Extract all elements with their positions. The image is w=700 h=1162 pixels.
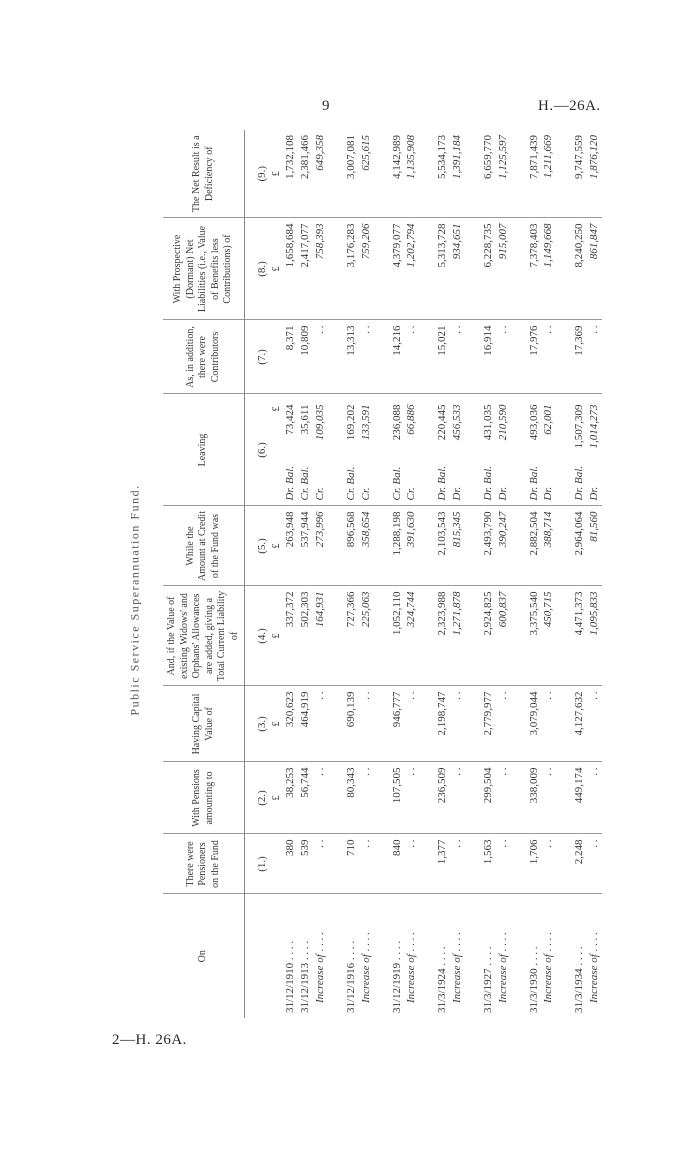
capital-value-cell: . . <box>359 686 374 762</box>
balance-label: Dr. Bal. <box>481 465 494 501</box>
column-number: (2.) <box>245 762 270 834</box>
deficiency-cell: 1,732,108 <box>283 130 298 218</box>
pensions-cell: 338,009 <box>511 762 542 834</box>
capital-value-cell: . . <box>450 686 465 762</box>
prospective-cell: 5,313,728 <box>419 218 450 320</box>
pensions-cell: . . <box>450 762 465 834</box>
pensioners-cell: . . <box>496 834 511 894</box>
table-body <box>245 130 603 1018</box>
leader-dots: . . <box>299 940 312 950</box>
pensions-cell: 80,343 <box>328 762 359 834</box>
capital-value-cell: 2,198,747 <box>419 686 450 762</box>
date-value: Increase of <box>314 954 327 1003</box>
date-value: Increase of <box>542 954 555 1003</box>
leaving-cell <box>328 394 359 506</box>
leader-dots: . . <box>542 932 555 941</box>
deficiency-cell: 5,534,173 <box>419 130 450 218</box>
currency-cell-empty <box>270 894 284 1018</box>
date-value: 31/3/1934 <box>573 968 586 1013</box>
pensions-cell: 56,744 <box>298 762 313 834</box>
date-value: 31/12/1916 <box>344 962 357 1013</box>
header-deficiency: The Net Result is a Deficiency of <box>163 130 245 218</box>
credit-cell: 273,996 <box>313 506 328 586</box>
capital-value-cell: 320,623 <box>283 686 298 762</box>
leader-dots: . . <box>573 957 586 966</box>
contributors-cell: . . <box>450 320 465 394</box>
total-liability-cell: 164,931 <box>313 586 328 686</box>
pensioners-cell: . . <box>359 834 374 894</box>
prospective-cell: 861,847 <box>587 218 602 320</box>
table-row <box>374 130 405 1018</box>
prospective-cell: 3,176,283 <box>328 218 359 320</box>
deficiency-cell: 625,615 <box>359 130 374 218</box>
capital-value-cell: . . <box>541 686 556 762</box>
leader-dots: . . <box>588 943 601 952</box>
leader-dots: . . <box>359 932 372 941</box>
document-reference: H.—26A. <box>538 98 601 114</box>
currency-cell-empty <box>270 834 284 894</box>
credit-cell: 537,944 <box>298 506 313 586</box>
currency-symbol: £ <box>270 586 284 686</box>
currency-symbol: £ <box>270 218 284 320</box>
leaving-cell <box>359 394 374 506</box>
contributors-cell: 14,216 <box>374 320 405 394</box>
date-cell <box>404 894 419 1018</box>
date-cell <box>359 894 374 1018</box>
currency-symbol: £ <box>270 130 284 218</box>
leaving-value: 133,591 <box>359 404 372 441</box>
date-cell <box>496 894 511 1018</box>
leader-dots: . . <box>496 932 509 941</box>
leader-dots: . . <box>436 957 449 966</box>
date-value: 31/3/1930 <box>527 968 540 1013</box>
column-number: (3.) <box>245 686 270 762</box>
date-cell <box>328 894 359 1018</box>
date-value: Increase of <box>588 954 601 1003</box>
leaving-cell <box>374 394 405 506</box>
pensioners-cell: 539 <box>298 834 313 894</box>
prospective-cell: 4,379,077 <box>374 218 405 320</box>
leaving-cell <box>450 394 465 506</box>
pensions-cell: . . <box>541 762 556 834</box>
deficiency-cell: 1,391,184 <box>450 130 465 218</box>
total-liability-cell: 502,303 <box>298 586 313 686</box>
column-number: (4.) <box>245 586 270 686</box>
capital-value-cell: . . <box>313 686 328 762</box>
leaving-value: 220,445 <box>436 404 449 441</box>
pensioners-cell: 2,248 <box>556 834 587 894</box>
prospective-cell: 1,658,684 <box>283 218 298 320</box>
leader-dots: . . <box>284 951 297 961</box>
pensioners-cell: . . <box>541 834 556 894</box>
leader-dots: . . <box>344 940 357 950</box>
deficiency-cell: 1,211,669 <box>541 130 556 218</box>
total-liability-cell: 450,715 <box>541 586 556 686</box>
credit-cell: 388,714 <box>541 506 556 586</box>
prospective-cell: 758,393 <box>313 218 328 320</box>
pensions-cell: . . <box>496 762 511 834</box>
contributors-cell: 17,369 <box>556 320 587 394</box>
leader-dots: . . <box>588 932 601 941</box>
leaving-cell <box>283 394 298 506</box>
leaving-value: 35,611 <box>299 404 312 435</box>
column-number-row <box>245 130 270 1018</box>
date-value: Increase of <box>496 954 509 1003</box>
deficiency-cell: 7,871,439 <box>511 130 542 218</box>
table-row-increase <box>450 130 465 1018</box>
total-liability-cell: 3,375,540 <box>511 586 542 686</box>
pensioners-cell: . . <box>587 834 602 894</box>
date-value: 31/12/1910 <box>284 962 297 1013</box>
prospective-cell: 6,228,735 <box>465 218 496 320</box>
pensioners-cell: . . <box>404 834 419 894</box>
deficiency-cell: 649,358 <box>313 130 328 218</box>
date-cell <box>374 894 405 1018</box>
balance-label: Dr. <box>451 486 464 501</box>
balance-label: Cr. <box>359 487 372 501</box>
contributors-cell: . . <box>496 320 511 394</box>
credit-cell: 2,882,504 <box>511 506 542 586</box>
column-number <box>245 894 270 1018</box>
leader-dots: . . <box>390 940 403 950</box>
date-value: 31/3/1927 <box>481 968 494 1013</box>
deficiency-cell: 2,381,466 <box>298 130 313 218</box>
deficiency-cell: 1,876,120 <box>587 130 602 218</box>
total-liability-cell: 2,323,988 <box>419 586 450 686</box>
capital-value-cell: . . <box>404 686 419 762</box>
leaving-cell <box>556 394 587 506</box>
leaving-cell <box>313 394 328 506</box>
pensions-cell: 299,504 <box>465 762 496 834</box>
pensioners-cell: 840 <box>374 834 405 894</box>
prospective-cell: 7,378,403 <box>511 218 542 320</box>
leaving-cell <box>419 394 450 506</box>
total-liability-cell: 2,924,825 <box>465 586 496 686</box>
leader-dots: . . <box>436 946 449 955</box>
column-number: (8.) <box>245 218 270 320</box>
pensioners-cell: . . <box>450 834 465 894</box>
pensioners-cell: 710 <box>328 834 359 894</box>
column-number: (5.) <box>245 506 270 586</box>
prospective-cell: 2,417,077 <box>298 218 313 320</box>
total-liability-cell: 337,372 <box>283 586 298 686</box>
leader-dots: . . <box>527 946 540 955</box>
leader-dots: . . <box>451 932 464 941</box>
fund-title: Public Service Superannuation Fund. <box>127 484 142 716</box>
pensions-cell: 107,505 <box>374 762 405 834</box>
balance-label: Dr. <box>542 486 555 501</box>
leader-dots: . . <box>573 946 586 955</box>
date-value: 31/12/1919 <box>390 962 403 1013</box>
prospective-cell: 8,240,250 <box>556 218 587 320</box>
pensioners-cell: 1,706 <box>511 834 542 894</box>
currency-symbol: £ <box>270 394 284 506</box>
leader-dots: . . <box>542 943 555 952</box>
currency-symbol: £ <box>270 762 284 834</box>
total-liability-cell: 727,366 <box>328 586 359 686</box>
credit-cell: 2,103,543 <box>419 506 450 586</box>
leader-dots: . . <box>481 946 494 955</box>
leader-dots: . . <box>527 957 540 966</box>
balance-label: Cr. Bal. <box>390 466 403 501</box>
leaving-value: 210,590 <box>496 404 509 441</box>
capital-value-cell: 3,079,044 <box>511 686 542 762</box>
leaving-value: 1,507,309 <box>573 404 586 449</box>
balance-label: Dr. Bal. <box>527 465 540 501</box>
leaving-cell <box>511 394 542 506</box>
capital-value-cell: 4,127,632 <box>556 686 587 762</box>
prospective-cell: 759,206 <box>359 218 374 320</box>
total-liability-cell: 225,063 <box>359 586 374 686</box>
currency-row <box>270 130 284 1018</box>
date-cell <box>465 894 496 1018</box>
date-value: Increase of <box>405 954 418 1003</box>
date-cell <box>298 894 313 1018</box>
total-liability-cell: 1,052,110 <box>374 586 405 686</box>
pensioners-cell: 380 <box>283 834 298 894</box>
column-number: (7.) <box>245 320 270 394</box>
leaving-value: 236,088 <box>390 404 403 441</box>
pensions-cell: . . <box>359 762 374 834</box>
total-liability-cell: 324,744 <box>404 586 419 686</box>
currency-symbol: £ <box>270 506 284 586</box>
header-pensions: With Pensions amounting to <box>163 762 245 834</box>
credit-cell: 815,345 <box>450 506 465 586</box>
pensioners-cell: 1,563 <box>465 834 496 894</box>
contributors-cell: . . <box>404 320 419 394</box>
deficiency-cell: 4,142,989 <box>374 130 405 218</box>
leaving-value: 431,035 <box>481 404 494 441</box>
contributors-cell: . . <box>587 320 602 394</box>
leader-dots: . . <box>314 932 327 941</box>
prospective-cell: 915,007 <box>496 218 511 320</box>
table-row <box>283 130 298 1018</box>
pensions-cell: 236,509 <box>419 762 450 834</box>
leader-dots: . . <box>481 957 494 966</box>
header-leaving: Leaving <box>163 394 245 506</box>
credit-cell: 391,630 <box>404 506 419 586</box>
pensioners-cell: . . <box>313 834 328 894</box>
leaving-value: 456,533 <box>451 404 464 441</box>
header-contributors: As, in addition, there were Contributors <box>163 320 245 394</box>
leaving-cell <box>298 394 313 506</box>
header-capital-value: Having Capital Value of <box>163 686 245 762</box>
date-cell <box>511 894 542 1018</box>
leader-dots: . . <box>496 943 509 952</box>
capital-value-cell: 2,779,977 <box>465 686 496 762</box>
leader-dots: . . <box>359 943 372 952</box>
contributors-cell: 13,313 <box>328 320 359 394</box>
credit-cell: 1,288,198 <box>374 506 405 586</box>
header-pensioners: There were Pensioners on the Fund <box>163 834 245 894</box>
leaving-value: 109,035 <box>314 404 327 441</box>
capital-value-cell: . . <box>587 686 602 762</box>
header-row <box>163 130 245 1018</box>
leaving-value: 169,202 <box>344 404 357 441</box>
prospective-cell: 1,202,794 <box>404 218 419 320</box>
table-row <box>511 130 542 1018</box>
deficiency-cell: 6,659,770 <box>465 130 496 218</box>
date-value: 31/12/1913 <box>299 962 312 1013</box>
header-credit: While the Amount at Credit of the Fund was <box>163 506 245 586</box>
total-liability-cell: 600,837 <box>496 586 511 686</box>
currency-symbol: £ <box>270 686 284 762</box>
deficiency-cell: 9,747,559 <box>556 130 587 218</box>
balance-label: Cr. <box>405 487 418 501</box>
credit-cell: 81,560 <box>587 506 602 586</box>
balance-label: Dr. <box>496 486 509 501</box>
contributors-cell: 10,809 <box>298 320 313 394</box>
pensions-cell: . . <box>587 762 602 834</box>
pensioners-cell: 1,377 <box>419 834 450 894</box>
pensions-cell: 449,174 <box>556 762 587 834</box>
date-cell <box>313 894 328 1018</box>
total-liability-cell: 4,471,373 <box>556 586 587 686</box>
balance-label: Dr. Bal. <box>284 465 297 501</box>
leaving-cell <box>465 394 496 506</box>
leaving-value: 1,014,273 <box>588 404 601 449</box>
footer-reference: 2—H. 26A. <box>112 1032 187 1048</box>
date-cell <box>450 894 465 1018</box>
contributors-cell: . . <box>313 320 328 394</box>
balance-label: Cr. <box>314 487 327 501</box>
deficiency-cell: 1,135,908 <box>404 130 419 218</box>
credit-cell: 390,247 <box>496 506 511 586</box>
column-number: (9.) <box>245 130 270 218</box>
header-prospective: With Prospective (Dormant) Net Liabilities (i.e., Value of Benefits less Contributions) of <box>163 218 245 320</box>
table-row-increase <box>587 130 602 1018</box>
prospective-cell: 1,149,668 <box>541 218 556 320</box>
balance-label: Dr. Bal. <box>573 465 586 501</box>
table-row <box>556 130 587 1018</box>
leaving-value: 493,036 <box>527 404 540 441</box>
date-cell <box>587 894 602 1018</box>
contributors-cell: . . <box>359 320 374 394</box>
rotated-table-container <box>163 130 601 1018</box>
date-cell <box>541 894 556 1018</box>
date-value: 31/3/1924 <box>436 968 449 1013</box>
table-row <box>298 130 313 1018</box>
leader-dots: . . <box>284 940 297 950</box>
leaving-cell <box>587 394 602 506</box>
header-total-liability: And, if the Value of existing Widows' and Orphans' Allowances are added, giving a Total Current Liability of <box>163 586 245 686</box>
pensions-cell: . . <box>404 762 419 834</box>
date-cell <box>556 894 587 1018</box>
column-number: (1.) <box>245 834 270 894</box>
table-row-increase <box>313 130 328 1018</box>
balance-label: Cr. Bal. <box>344 466 357 501</box>
leader-dots: . . <box>405 932 418 941</box>
contributors-cell: . . <box>541 320 556 394</box>
pensions-cell: . . <box>313 762 328 834</box>
leader-dots: . . <box>405 943 418 952</box>
page-number: 9 <box>322 98 330 114</box>
date-value: Increase of <box>451 954 464 1003</box>
credit-cell: 896,568 <box>328 506 359 586</box>
table-row-increase <box>404 130 419 1018</box>
capital-value-cell: 690,139 <box>328 686 359 762</box>
pensions-cell: 38,253 <box>283 762 298 834</box>
currency-cell-empty <box>270 320 284 394</box>
table-row-increase <box>541 130 556 1018</box>
credit-cell: 2,493,790 <box>465 506 496 586</box>
leader-dots: . . <box>344 951 357 961</box>
leaving-value: 66,886 <box>405 404 418 435</box>
table-row <box>465 130 496 1018</box>
capital-value-cell: 464,919 <box>298 686 313 762</box>
date-cell <box>283 894 298 1018</box>
balance-label: Cr. Bal. <box>299 466 312 501</box>
credit-cell: 2,964,064 <box>556 506 587 586</box>
leaving-cell <box>496 394 511 506</box>
header-on: On <box>163 894 245 1018</box>
capital-value-cell: 946,777 <box>374 686 405 762</box>
credit-cell: 263,948 <box>283 506 298 586</box>
leaving-cell <box>541 394 556 506</box>
credit-cell: 358,654 <box>359 506 374 586</box>
contributors-cell: 17,976 <box>511 320 542 394</box>
superannuation-table <box>163 130 602 1018</box>
table-row-increase <box>496 130 511 1018</box>
leaving-cell <box>404 394 419 506</box>
table-row <box>328 130 359 1018</box>
total-liability-cell: 1,271,878 <box>450 586 465 686</box>
date-cell <box>419 894 450 1018</box>
deficiency-cell: 3,007,081 <box>328 130 359 218</box>
table-row-increase <box>359 130 374 1018</box>
contributors-cell: 15,021 <box>419 320 450 394</box>
leaving-value: 62,001 <box>542 404 555 435</box>
contributors-cell: 8,371 <box>283 320 298 394</box>
balance-label: Dr. <box>588 486 601 501</box>
leader-dots: . . <box>314 943 327 952</box>
balance-label: Dr. Bal. <box>436 465 449 501</box>
contributors-cell: 16,914 <box>465 320 496 394</box>
column-number: (6.) <box>245 394 270 506</box>
table-row <box>419 130 450 1018</box>
capital-value-cell: . . <box>496 686 511 762</box>
deficiency-cell: 1,125,597 <box>496 130 511 218</box>
prospective-cell: 934,651 <box>450 218 465 320</box>
leaving-value: 73,424 <box>284 404 297 435</box>
total-liability-cell: 1,095,833 <box>587 586 602 686</box>
leader-dots: . . <box>299 951 312 961</box>
leader-dots: . . <box>390 951 403 961</box>
leader-dots: . . <box>451 943 464 952</box>
date-value: Increase of <box>359 954 372 1003</box>
